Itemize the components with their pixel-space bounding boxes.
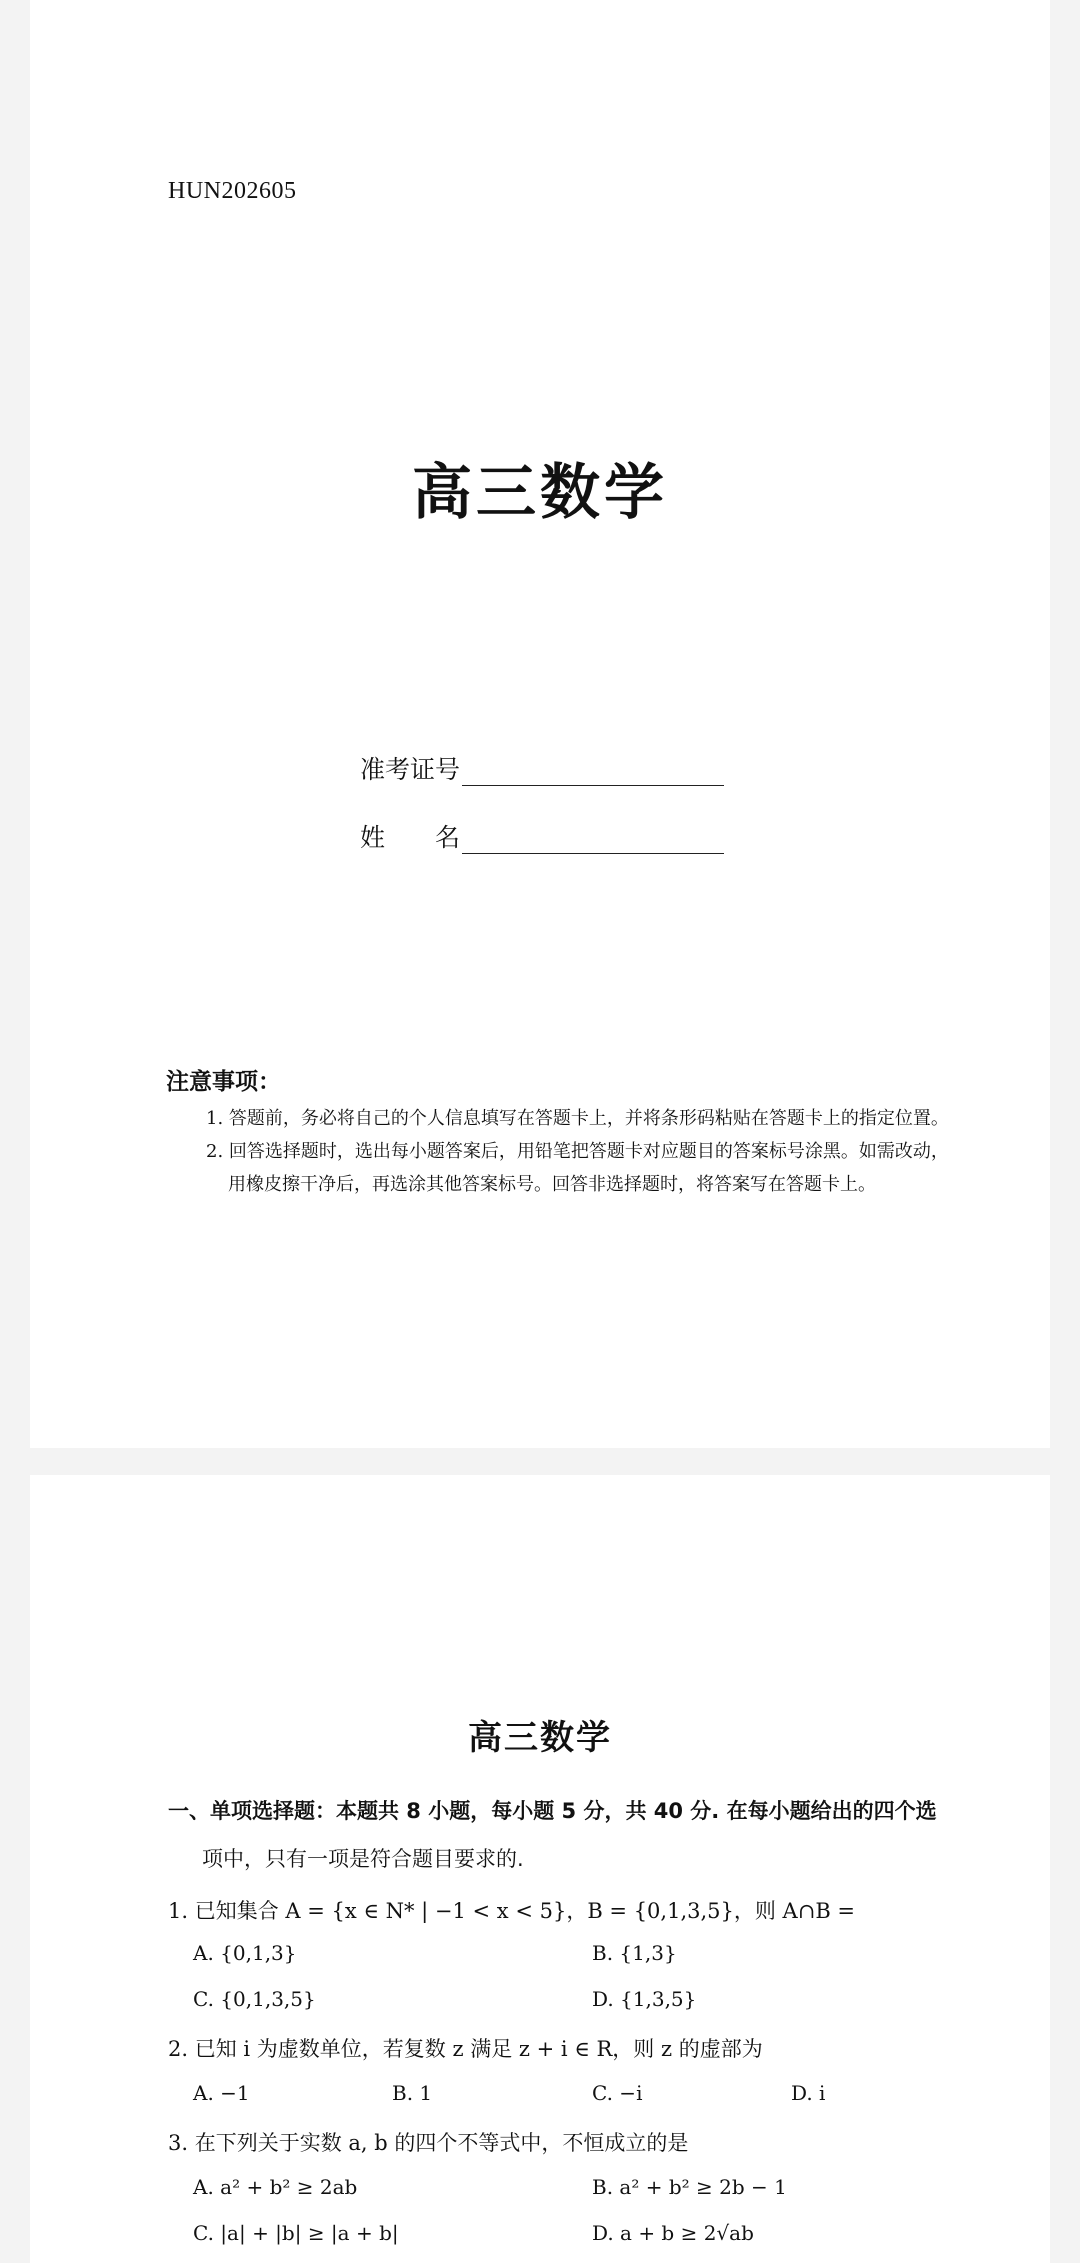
cover-title: 高三数学: [412, 458, 668, 528]
q3-option-a: A. a² + b² ≥ 2ab: [193, 2175, 358, 2199]
q3-option-c: C. |a| + |b| ≥ |a + b|: [193, 2221, 399, 2245]
name-label: 姓 名: [360, 823, 461, 852]
q3-option-b: B. a² + b² ≥ 2b − 1: [592, 2175, 787, 2199]
q1-option-b: B. {1,3}: [592, 1941, 677, 1965]
q1-option-c: C. {0,1,3,5}: [193, 1987, 316, 2011]
notice-item: 2. 回答选择题时，选出每小题答案后，用铅笔把答题卡对应题目的答案标号涂黑。如需改动，用橡皮擦干净后，再选涂其他答案标号。回答非选择题时，将答案写在答题卡上。: [206, 1141, 949, 1195]
exam-code: HUN202605: [168, 178, 297, 204]
notice-title: 注意事项：: [166, 1069, 281, 1095]
exam-number-label: 准考证号: [360, 755, 461, 784]
question-3: 3. 在下列关于实数 a, b 的四个不等式中，不恒成立的是: [168, 2131, 689, 2155]
name-blank: [462, 827, 724, 854]
q1-option-a: A. {0,1,3}: [193, 1941, 297, 1965]
q2-option-a: A. −1: [193, 2081, 250, 2105]
exam-number-field: [360, 750, 724, 786]
paper-title: 高三数学: [468, 1718, 612, 1758]
q1-option-d: D. {1,3,5}: [592, 1987, 697, 2011]
q2-option-c: C. −i: [592, 2081, 643, 2105]
q3-option-d: D. a + b ≥ 2√ab: [592, 2221, 754, 2245]
section-heading-cont: 项中，只有一项是符合题目要求的.: [202, 1847, 524, 1871]
section-heading: [168, 1787, 958, 1883]
question-page: [30, 1475, 1050, 2263]
cover-page: [30, 0, 1050, 1448]
notice-item: 1. 答题前，务必将自己的个人信息填写在答题卡上，并将条形码粘贴在答题卡上的指定位置。: [206, 1108, 949, 1129]
question-1: 1. 已知集合 A = {x ∈ N* | −1 < x < 5}，B = {0,1,3,5}，则 A∩B =: [168, 1899, 856, 1923]
q2-option-d: D. i: [791, 2081, 826, 2105]
notice-block: [166, 1063, 966, 1201]
exam-number-blank: [462, 759, 724, 786]
section-heading-line: 一、单项选择题：本题共 8 小题，每小题 5 分，共 40 分. 在每小题给出的四个选: [168, 1799, 937, 1823]
question-2: 2. 已知 i 为虚数单位，若复数 z 满足 z + i ∈ R，则 z 的虚部为: [168, 2037, 763, 2061]
q2-option-b: B. 1: [392, 2081, 433, 2105]
name-field: [360, 818, 724, 854]
